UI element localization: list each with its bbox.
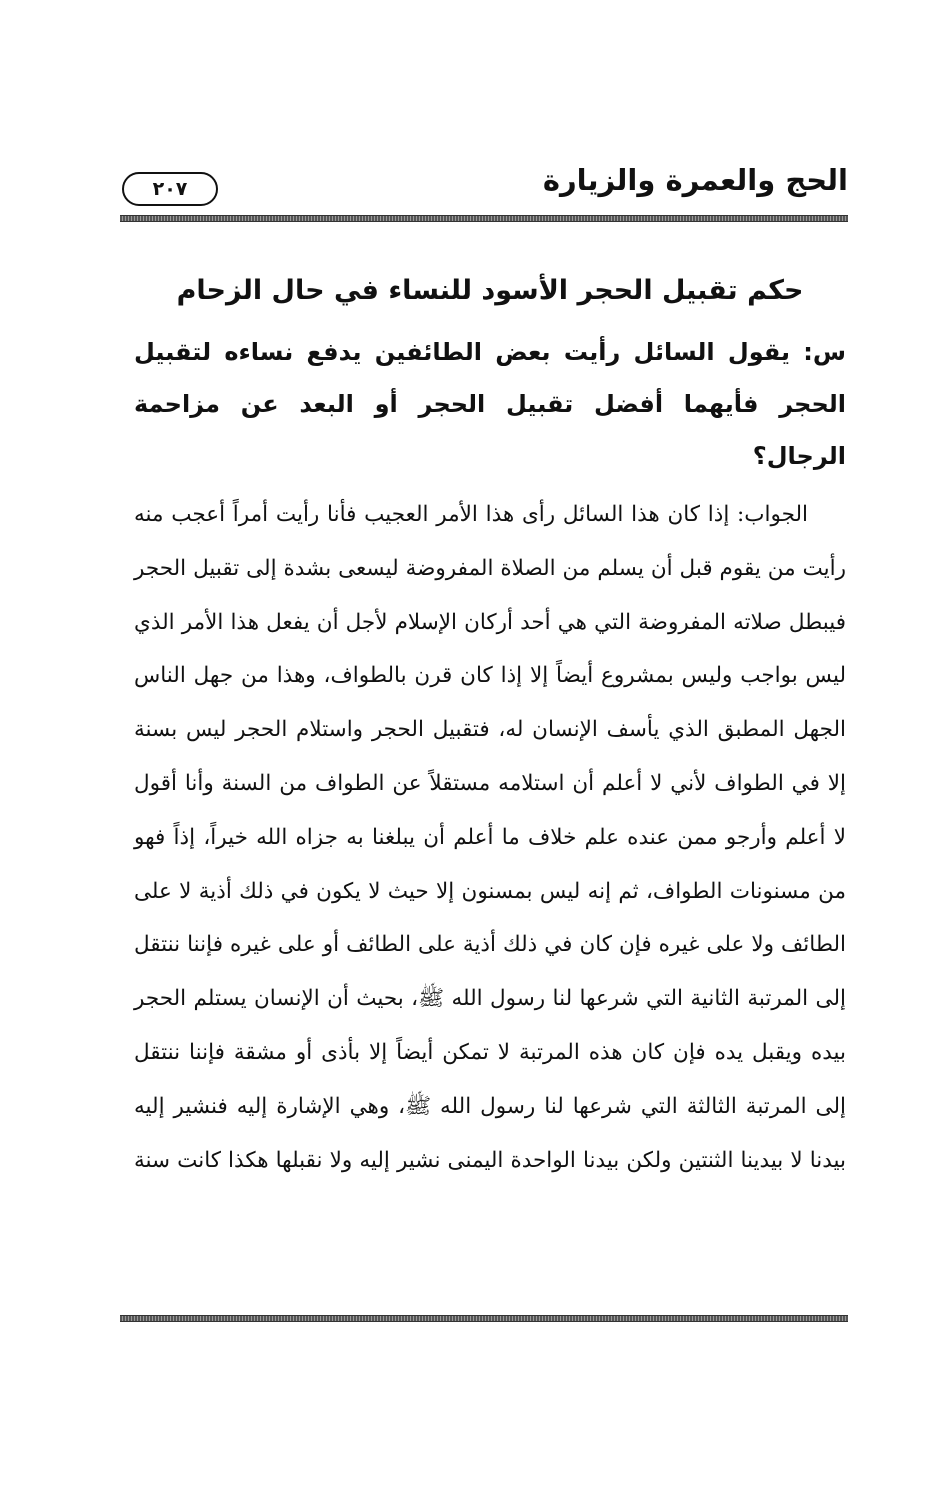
footer-divider [120,1315,848,1322]
question-paragraph: س: يقول السائل رأيت بعض الطائفين يدفع نساءه لتقبيل الحجر فأيهما أفضل تقبيل الحجر أو البعد عن مزاحمة الرجال؟ [134,338,846,470]
answer-paragraph: الجواب: إذا كان هذا السائل رأى هذا الأمر العجيب فأنا رأيت أمراً أعجب منه رأيت من يقوم قبل أن يسلم من الصلاة المفروضة ليسعى بشدة إلى تقبيل الحجر فيبطل صلاته المفروضة التي هي أحد أركان الإسلام لأجل أن يفعل هذا الأمر الذي ليس بواجب وليس بمشروع أيضاً إلا إذا كان قرن بالطواف، وهذا من جهل الناس الجهل المطبق الذي يأسف الإنسان له، فتقبيل الحجر واستلام الحجر ليس بسنة إلا في الطواف لأني لا أعلم أن استلامه مستقلاً عن الطواف من السنة وأنا أقول لا أعلم وأرجو ممن عنده علم خلاف ما أعلم أن يبلغنا به جزاه الله خيراً، إذاً فهو من مسنونات الطواف، ثم إنه ليس بمسنون إلا حيث لا يكون في ذلك أذية لا على الطائف ولا على غيره فإن كان في ذلك أذية على الطائف أو على غيره فإننا ننتقل إلى المرتبة الثانية التي شرعها لنا رسول الله ﷺ، بحيث أن الإنسان يستلم الحجر بيده ويقبل يده فإن كان هذه المرتبة لا تمكن أيضاً إلا بأذى أو مشقة فإننا ننتقل إلى المرتبة الثالثة التي شرعها لنا رسول الله ﷺ، وهي الإشارة إليه فنشير إليه بيدنا لا بيدينا الثنتين ولكن بيدنا الواحدة اليمنى نشير إليه ولا نقبلها هكذا كانت سنة [134,502,846,1173]
header-divider [120,215,848,222]
section-title: حكم تقبيل الحجر الأسود للنساء في حال الزحام [176,275,804,306]
page-content [134,262,846,1187]
page-number: ٢٠٧ [122,172,218,206]
running-header [118,158,848,218]
running-header-title: الحج والعمرة والزيارة [542,163,848,197]
